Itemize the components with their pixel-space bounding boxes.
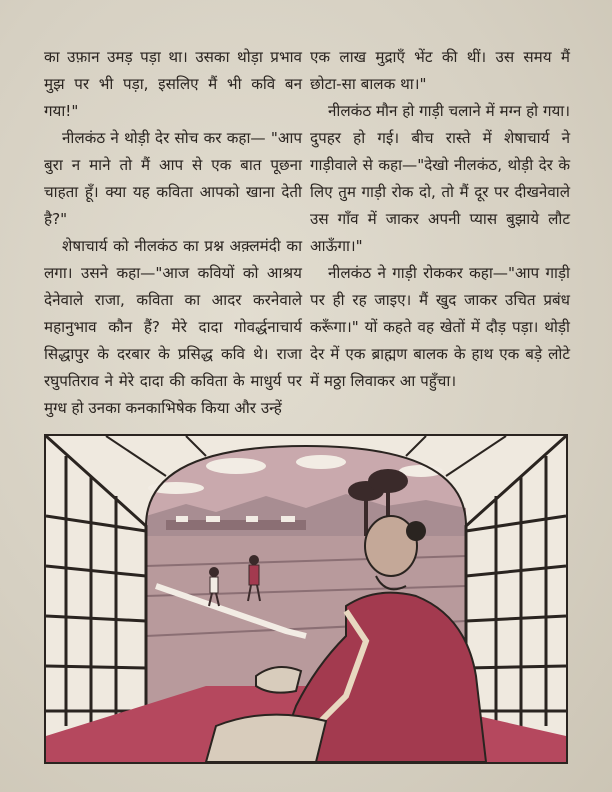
paragraph: का उफ़ान उमड़ पड़ा था। उसका थोड़ा प्रभाव मुझ पर भी पड़ा, इसलिए मैं भी कवि बन गया!": [44, 48, 302, 120]
palm-tree: [364, 496, 368, 536]
paragraph: नीलकंठ ने थोड़ी देर सोच कर कहा— "आप बुरा न माने तो मैं आप से एक बात पूछना चाहता हूँ। क्या यह कविता आपको खाना देती है?": [44, 129, 302, 228]
paragraph: शेषाचार्य को नीलकंठ का प्रश्न अक़्लमंदी का लगा। उसने कहा—"आज कवियों को आश्रय देनेवाले राजा, कविता का आदर करनेवाले महानुभाव कौन हैं? मेरे दादा गोवर्द्धनाचार्य सिद्धापुर के दरबार के प्रसिद्ध कवि थे। राजा रघुपतिराव ने मेरे दादा की कविता के माधुर्य पर मुग्ध हो उनका कनकाभिषेक किया और उन्हें: [44, 237, 302, 417]
cart-scene-drawing: [46, 436, 566, 762]
text-column-left: [44, 44, 302, 422]
text-column-right: [310, 44, 570, 395]
paragraph: नीलकंठ मौन हो गाड़ी चलाने में मग्न हो गया। दुपहर हो गई। बीच रास्ते में शेषाचार्य ने गाड़ीवाले से कहा—"देखो नीलकंठ, थोड़ी देर के लिए तुम गाड़ी रोक दो, तो मैं दूर पर दीखनेवाले उस गाँव में जाकर अपनी प्यास बुझाये लौट आऊँगा।": [310, 102, 570, 255]
paragraph: नीलकंठ ने गाड़ी रोककर कहा—"आप गाड़ी पर ही रह जाइए। मैं खुद जाकर उचित प्रबंध करूँगा।" यों कहते वह खेतों में दौड़ पड़ा। थोड़ी देर में एक ब्राह्मण बालक के हाथ एक बड़े लोटे में मठ्ठा लिवाकर आ पहुँचा।: [310, 264, 570, 390]
cloud: [206, 458, 266, 474]
paragraph: एक लाख मुद्राएँ भेंट की थीं। उस समय मैं छोटा-सा बालक था।": [310, 48, 570, 93]
hand: [256, 667, 301, 693]
cloud: [296, 455, 346, 469]
hair-knot: [406, 521, 426, 541]
story-illustration: [44, 434, 568, 764]
